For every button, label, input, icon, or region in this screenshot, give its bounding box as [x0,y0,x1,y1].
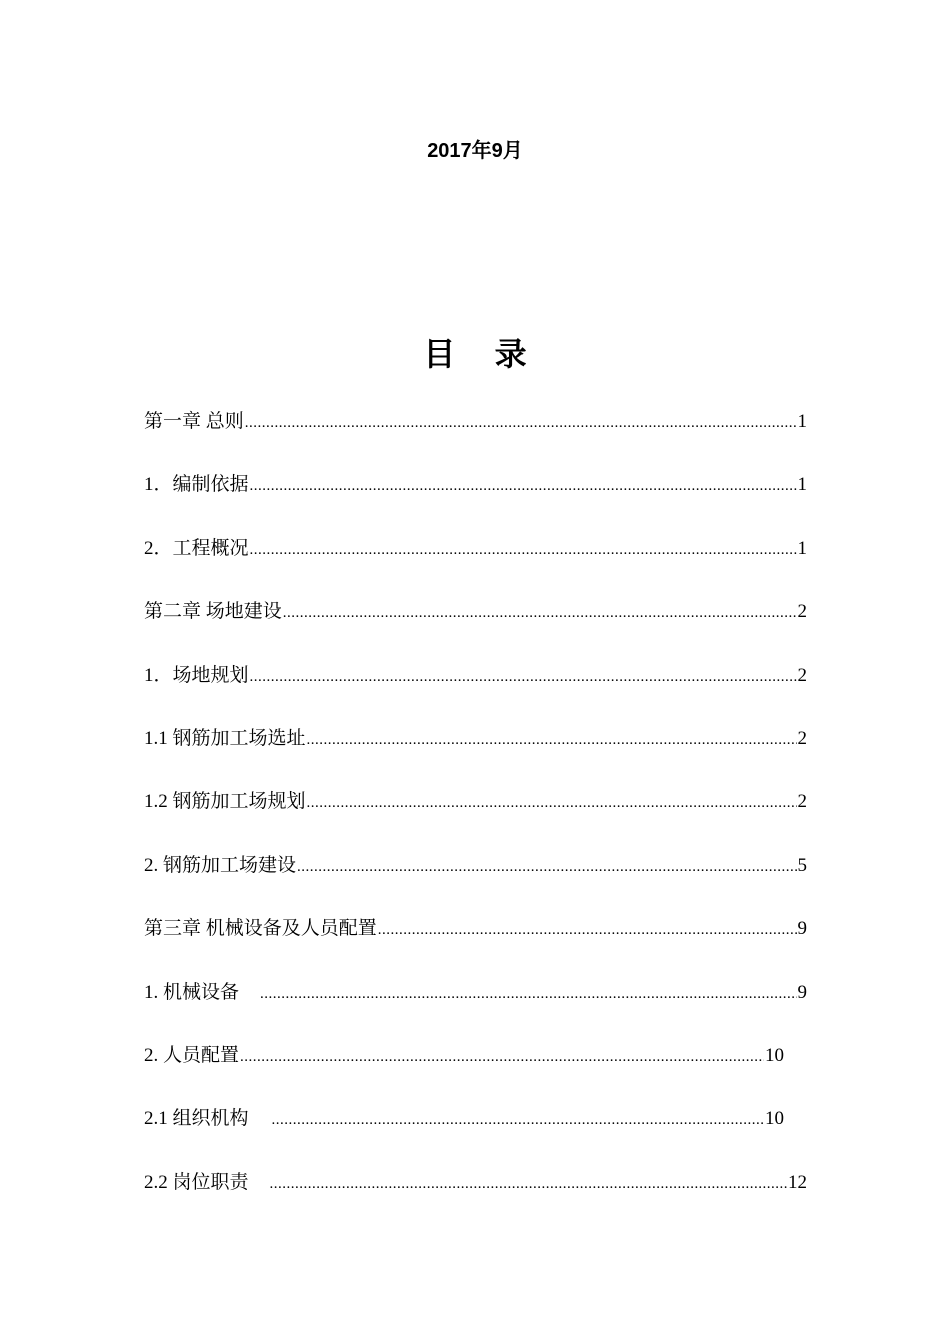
toc-entry-label: 第三章 机械设备及人员配置 [144,918,377,940]
toc-leader-dots [283,596,797,630]
toc-entry[interactable] [144,912,807,975]
toc-leader-dots [245,406,797,440]
toc-entry-label: 1．场地规划 [144,664,249,686]
toc-entry[interactable] [144,532,807,595]
toc-leader-dots [307,786,797,820]
toc-entry[interactable] [144,976,807,1039]
toc-entry-page: 12 [788,1171,807,1193]
toc-leader-dots [307,723,797,757]
toc-entry-page: 9 [797,918,807,940]
toc-leader-dots [272,1103,764,1137]
toc-entry-label: 2.2 岗位职责 [144,1171,249,1193]
toc-entry-page: 1 [797,537,807,559]
table-of-contents [144,405,807,1229]
toc-entry[interactable] [144,468,807,531]
toc-entry-label: 1. 机械设备 [144,981,240,1003]
toc-entry-page: 9 [797,981,807,1003]
toc-entry-page: 10 [765,1108,784,1130]
toc-entry[interactable] [144,1102,784,1165]
toc-entry-label: 1．编制依据 [144,474,249,496]
toc-entry-page: 2 [797,727,807,749]
toc-leader-dots [297,850,796,884]
toc-entry[interactable] [144,849,807,912]
toc-entry-page: 1 [797,411,807,432]
toc-leader-dots [250,469,797,503]
toc-leader-dots [270,1167,787,1201]
toc-entry-page: 2 [797,791,807,813]
toc-leader-dots [250,533,797,567]
toc-title: 目 录 [423,335,541,373]
toc-entry-page: 5 [797,854,807,876]
toc-entry[interactable] [144,785,807,848]
toc-leader-dots [260,977,796,1011]
toc-entry-page: 10 [765,1044,784,1066]
toc-entry[interactable] [144,659,807,722]
toc-entry[interactable] [144,722,807,785]
toc-entry[interactable] [144,1166,807,1229]
toc-entry-label: 1.2 钢筋加工场规划 [144,791,306,813]
toc-entry-page: 1 [797,474,807,496]
toc-entry-page: 2 [797,664,807,686]
toc-leader-dots [240,1040,764,1074]
toc-entry-label: 2.1 组织机构 [144,1108,249,1130]
toc-entry[interactable] [144,405,807,468]
toc-entry-label: 2. 钢筋加工场建设 [144,854,297,876]
toc-leader-dots [250,660,797,694]
toc-entry-label: 第二章 场地建设 [144,601,282,623]
cover-date: 2017年9月 [427,140,523,162]
toc-entry-page: 2 [797,601,807,623]
toc-entry[interactable] [144,1039,784,1102]
toc-entry-label: 2. 人员配置 [144,1044,240,1066]
toc-leader-dots [378,913,797,947]
toc-entry[interactable] [144,595,807,658]
toc-entry-label: 1.1 钢筋加工场选址 [144,727,306,749]
toc-entry-label: 第一章 总则 [144,411,244,432]
toc-entry-label: 2．工程概况 [144,537,249,559]
